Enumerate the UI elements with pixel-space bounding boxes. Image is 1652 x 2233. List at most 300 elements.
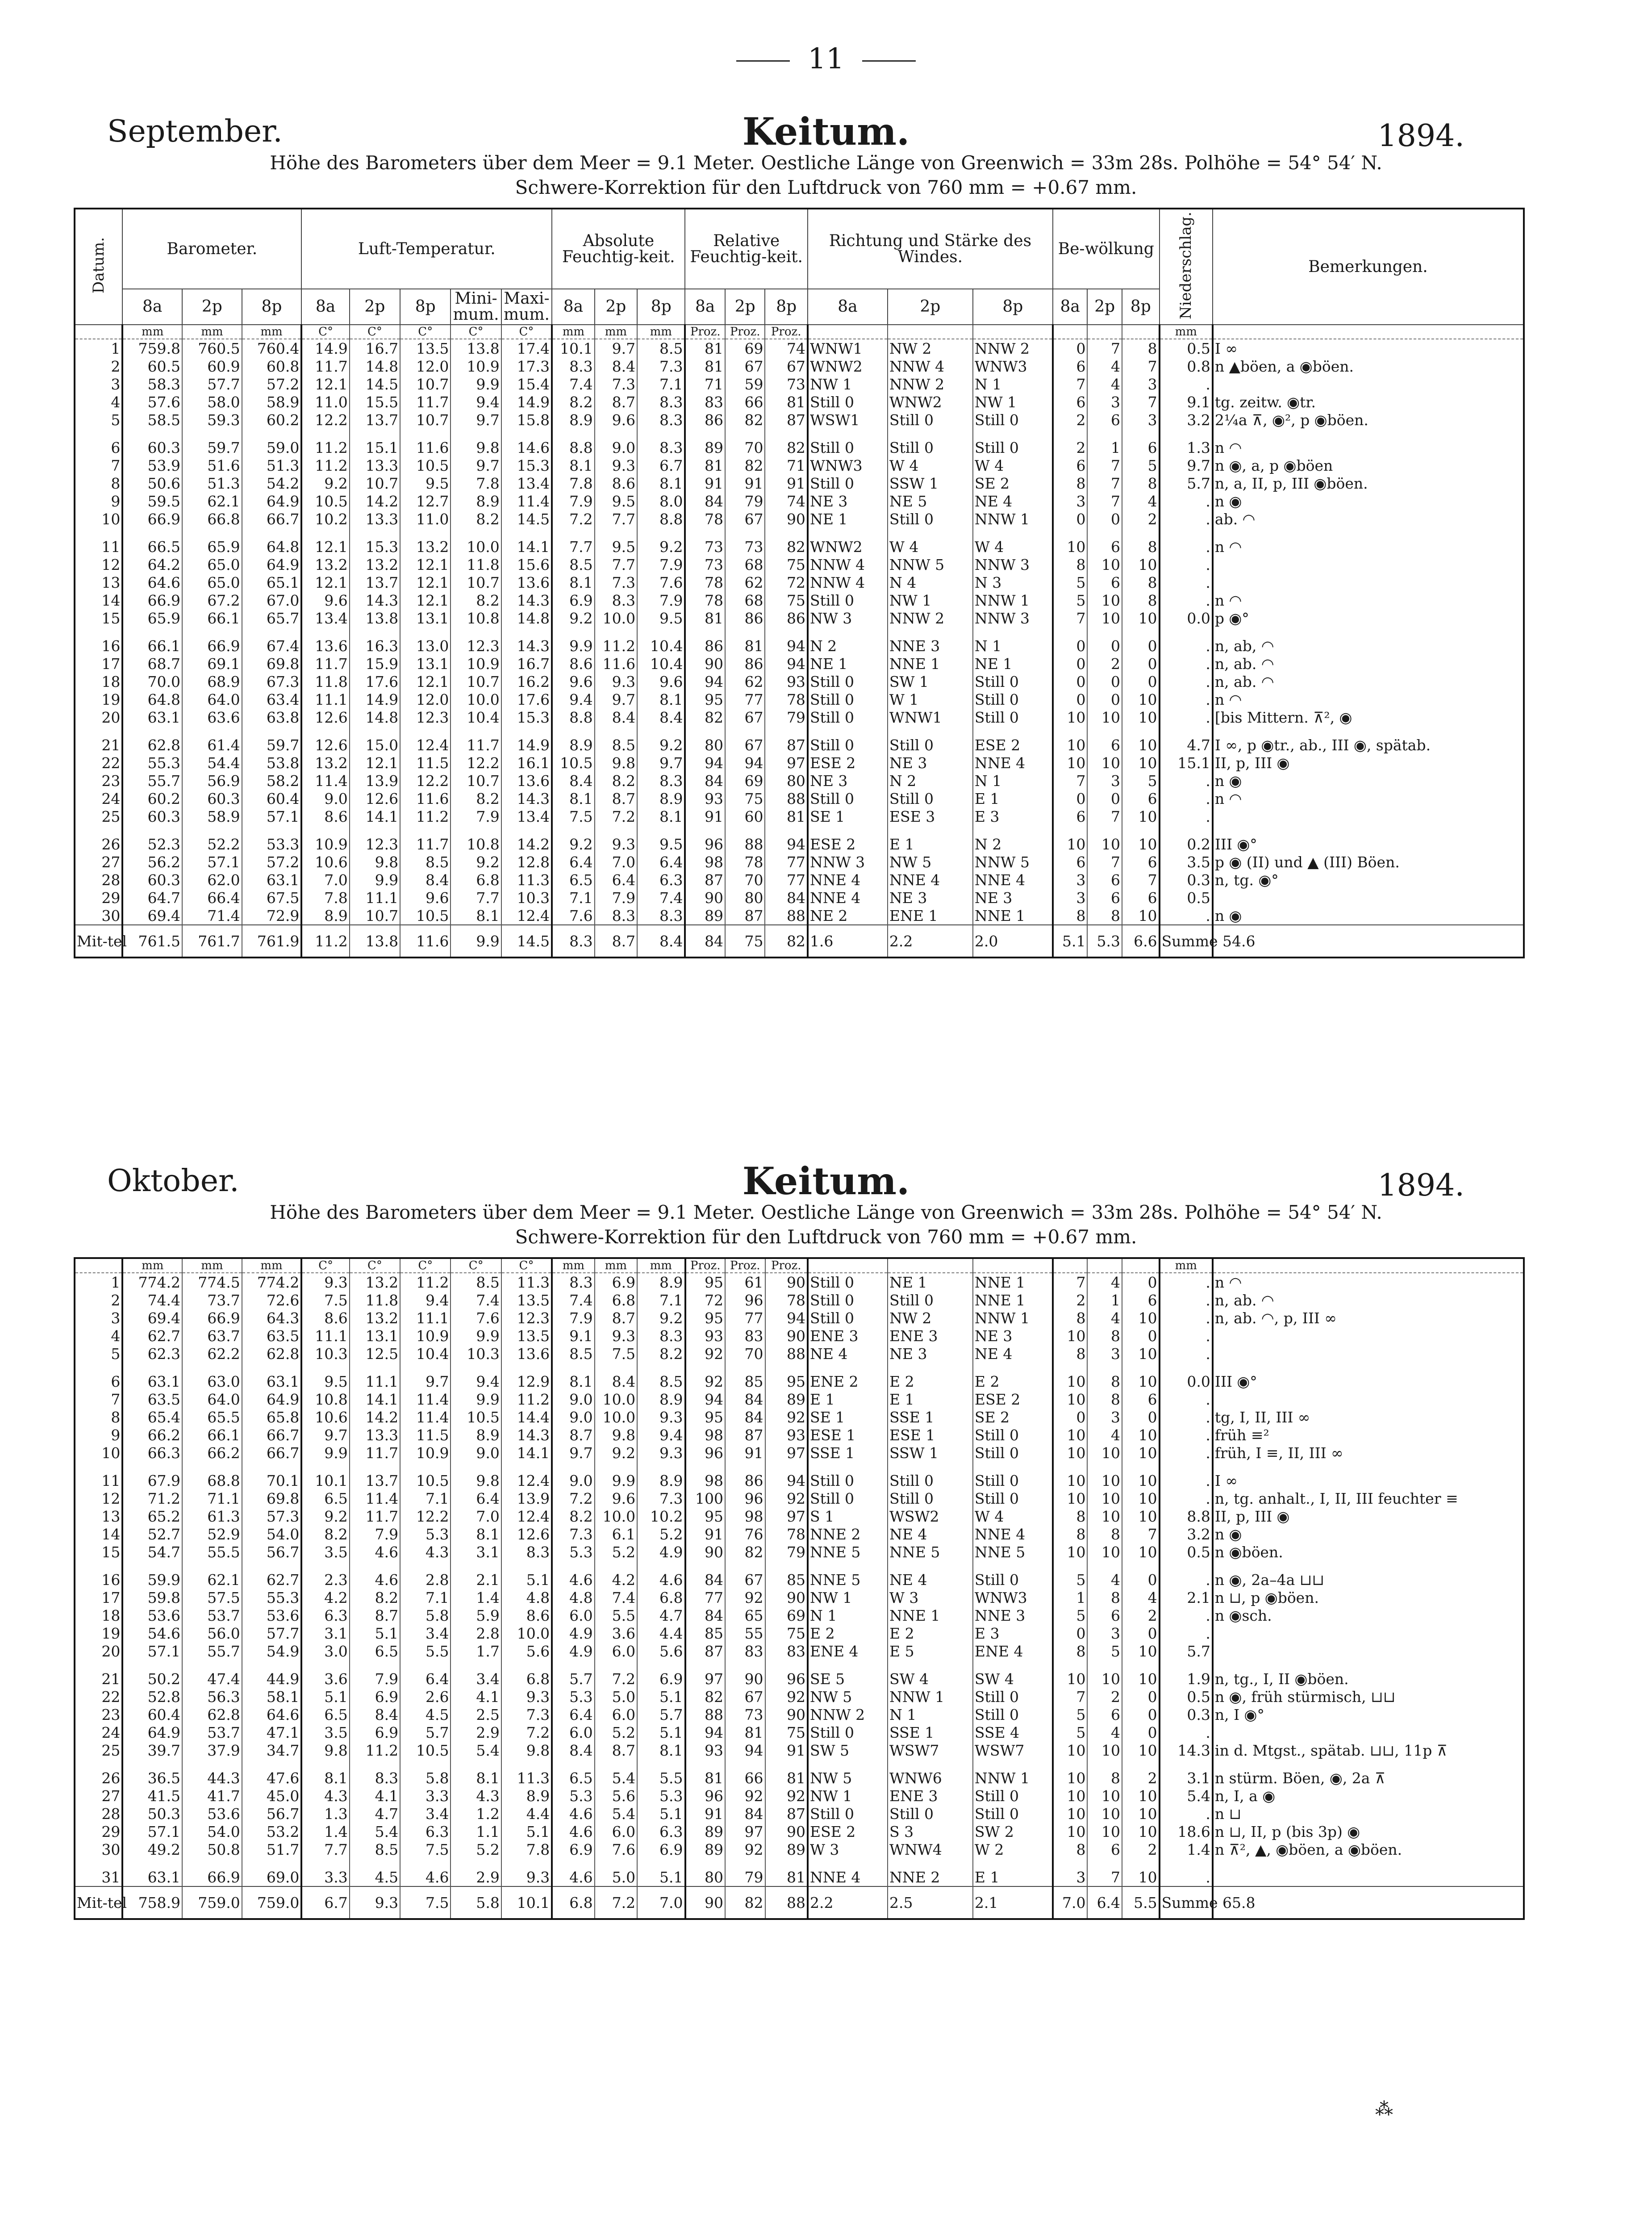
cell-temp-min: 10.8 (451, 609, 501, 627)
cell-cloud-8a: 5 (1053, 591, 1088, 609)
cell-precip: . (1160, 1345, 1213, 1363)
cell-wind-8a: Still 0 (808, 708, 888, 726)
cell-wind-2p: NW 2 (888, 1309, 973, 1327)
cell-remark: n ◉, 2a–4a ⊔⊔ (1213, 1561, 1524, 1589)
cell-rel-8p: 94 (765, 627, 807, 655)
cell-wind-8p: ENE 4 (973, 1642, 1053, 1660)
cell-cloud-8p: 10 (1122, 556, 1160, 573)
cell-cloud-8p: 10 (1122, 1823, 1160, 1840)
cell-rel-8p: 75 (765, 591, 807, 609)
cell-wind-2p: Still 0 (888, 510, 973, 528)
cell-baro-8a: 52.7 (122, 1525, 182, 1543)
cell-temp-max: 4.8 (501, 1589, 552, 1606)
cell-abs-8p: 5.1 (637, 1805, 685, 1823)
cell-abs-2p: 7.0 (595, 853, 637, 871)
cell-precip: . (1160, 708, 1213, 726)
unit-cell (1087, 325, 1122, 339)
cell-cloud-8a: 8 (1053, 1525, 1088, 1543)
cell-temp-8p: 7.1 (400, 1589, 451, 1606)
table-row (75, 1759, 1524, 1787)
cell-wind-8p: NE 3 (973, 1327, 1053, 1345)
cell-temp-max: 12.4 (501, 1507, 552, 1525)
cell-temp-8p: 2.6 (400, 1688, 451, 1706)
cell-wind-8a: ESE 2 (808, 754, 888, 772)
cell-precip: . (1160, 1426, 1213, 1444)
table-row (75, 1327, 1524, 1345)
cell-temp-8a: 9.8 (301, 1741, 349, 1759)
cell-rel-8a: 94 (685, 1390, 726, 1408)
cell-wind-2p: Still 0 (888, 429, 973, 456)
cell-temp-min: 8.2 (451, 591, 501, 609)
cell-cloud-8p: 10 (1122, 1426, 1160, 1444)
cell-temp-max: 11.4 (501, 492, 552, 510)
cell-abs-2p: 8.3 (595, 591, 637, 609)
cell-abs-8p: 8.3 (637, 1327, 685, 1345)
cell-day: 18 (101, 1606, 121, 1624)
cell-wind-8a: NNE 4 (808, 889, 888, 907)
cell-day: 8 (111, 474, 121, 492)
cell-remark: in d. Mtgst., spätab. ⊔⊔, 11p ⊼ (1213, 1741, 1524, 1759)
cell-temp-2p: 14.8 (350, 357, 400, 375)
cell-baro-8p: 57.3 (242, 1507, 302, 1525)
cell-wind-8a: Still 0 (808, 790, 888, 807)
cell-wind-2p: NE 4 (888, 1525, 973, 1543)
cell-abs-2p: 10.0 (595, 1390, 637, 1408)
cell-cloud-2p: 0 (1087, 510, 1122, 528)
cell-baro-8a: 54.7 (122, 1543, 182, 1561)
cell-temp-8a: 12.2 (301, 411, 349, 429)
cell-day: 10 (101, 510, 121, 528)
cell-abs-8a: 4.9 (552, 1642, 594, 1660)
cell-wind-2p: NW 1 (888, 591, 973, 609)
cell-day: 24 (101, 1723, 121, 1741)
cell-abs-8a: 8.2 (552, 393, 594, 411)
cell-baro-8p: 760.4 (242, 339, 302, 357)
cell-rel-8p: 90 (765, 1589, 808, 1606)
cell-baro-2p: 66.8 (182, 510, 242, 528)
cell-temp-2p: 5.1 (350, 1624, 400, 1642)
cell-cloud-2p: 7 (1087, 456, 1122, 474)
cell-baro-8a: 57.1 (122, 1823, 182, 1840)
cell-temp-max: 15.3 (501, 708, 552, 726)
cell-remark: n, ab. ◠, p, III ∞ (1213, 1309, 1524, 1327)
cell-rel-8a: 91 (685, 474, 725, 492)
cell-baro-8p: 65.8 (242, 1408, 302, 1426)
cell-precip: Summe 65.8 (1160, 1886, 1213, 1919)
cell-abs-2p: 9.7 (595, 339, 637, 357)
cell-baro-8a: 41.5 (122, 1787, 182, 1805)
cell-temp-8a: 9.5 (301, 1363, 349, 1390)
cell-wind-2p: E 1 (888, 1390, 973, 1408)
cell-cloud-2p: 6 (1087, 411, 1122, 429)
cell-wind-8a: ENE 4 (808, 1642, 888, 1660)
cell-rel-8p: 73 (765, 375, 807, 393)
cell-remark (1213, 1858, 1524, 1886)
cell-rel-2p: 84 (725, 1408, 765, 1426)
cell-baro-8a: 69.4 (122, 1309, 182, 1327)
cell-temp-min: 1.7 (451, 1642, 501, 1660)
cell-abs-2p: 7.2 (595, 1660, 637, 1688)
cell-rel-2p: 67 (725, 1561, 765, 1589)
cell-cloud-8a: 10 (1053, 1823, 1088, 1840)
cell-abs-2p: 5.2 (595, 1543, 637, 1561)
cell-wind-8p: N 2 (973, 825, 1053, 853)
cell-abs-8p: 8.1 (637, 690, 685, 708)
cell-baro-2p: 66.4 (182, 889, 242, 907)
cell-cloud-8p: 10 (1122, 1345, 1160, 1363)
cell-rel-2p: 92 (725, 1840, 765, 1858)
table-row (75, 1291, 1524, 1309)
cell-temp-min: 8.9 (451, 1426, 501, 1444)
cell-rel-8a: 84 (685, 1561, 726, 1589)
cell-remark: tg. zeitw. ◉tr. (1213, 393, 1524, 411)
cell-day: 27 (101, 853, 121, 871)
cell-temp-min: 1.1 (451, 1823, 501, 1840)
cell-cloud-8a: 8 (1053, 556, 1088, 573)
cell-baro-8a: 60.4 (122, 1706, 182, 1723)
cell-baro-8p: 64.9 (242, 556, 302, 573)
cell-cloud-8a: 10 (1053, 1759, 1088, 1787)
unit-cell (1053, 1258, 1088, 1273)
cell-wind-8p: NNE 4 (973, 871, 1053, 889)
cell-temp-max: 12.8 (501, 853, 552, 871)
cell-temp-max: 14.2 (501, 825, 552, 853)
cell-temp-8a: 6.5 (301, 1489, 349, 1507)
cell-day: 5 (111, 1345, 121, 1363)
cell-abs-8p: 8.0 (637, 492, 685, 510)
cell-abs-8a: 5.3 (552, 1787, 594, 1805)
cell-abs-2p: 8.5 (595, 726, 637, 754)
cell-temp-max: 14.6 (501, 429, 552, 456)
cell-abs-2p: 6.0 (595, 1823, 637, 1840)
cell-cloud-2p: 10 (1087, 591, 1122, 609)
cell-temp-min: 9.9 (451, 1327, 501, 1345)
cell-wind-8p: Still 0 (973, 1444, 1053, 1462)
cell-wind-8a: E 1 (808, 1390, 888, 1408)
cell-rel-2p: 82 (725, 1886, 765, 1919)
cell-baro-8a: 759.8 (122, 339, 182, 357)
cell-rel-8a: 95 (685, 1507, 726, 1525)
cell-rel-8p: 89 (765, 1390, 808, 1408)
cell-temp-max: 14.3 (501, 627, 552, 655)
cell-wind-2p: NNW 4 (888, 357, 973, 375)
cell-day: 18 (101, 673, 121, 690)
cell-cloud-8p: 0 (1122, 627, 1160, 655)
cell-wind-8p: E 1 (973, 1858, 1053, 1886)
cell-rel-2p: 81 (725, 1723, 765, 1741)
cell-baro-2p: 60.3 (182, 790, 242, 807)
cell-remark (1213, 556, 1524, 573)
cell-baro-8p: 47.1 (242, 1723, 302, 1741)
cell-baro-2p: 71.4 (182, 907, 242, 925)
cell-wind-8p: ESE 2 (973, 726, 1053, 754)
cell-abs-8a: 6.4 (552, 853, 594, 871)
cell-day: 25 (101, 807, 121, 825)
cell-cloud-2p: 10 (1087, 1462, 1122, 1489)
cell-temp-8a: 9.3 (301, 1273, 349, 1291)
cell-precip: 0.5 (1160, 1543, 1213, 1561)
cell-rel-8a: 96 (685, 1787, 726, 1805)
cell-day: Mit-tel (75, 1886, 122, 1919)
cell-day: 22 (101, 754, 121, 772)
cell-wind-8p: Still 0 (973, 1706, 1053, 1723)
cell-abs-8a: 9.9 (552, 627, 594, 655)
cell-abs-2p: 8.7 (595, 1741, 637, 1759)
cell-remark: II, p, III ◉ (1213, 1507, 1524, 1525)
cell-temp-2p: 9.9 (350, 871, 400, 889)
unit-cell: C° (501, 1258, 552, 1273)
cell-precip: . (1160, 1489, 1213, 1507)
cell-temp-8a: 9.7 (301, 1426, 349, 1444)
cell-rel-8a: 96 (685, 1444, 726, 1462)
cell-temp-8a: 4.2 (301, 1589, 349, 1606)
cell-baro-2p: 52.9 (182, 1525, 242, 1543)
cell-precip: 0.2 (1160, 825, 1213, 853)
cell-abs-8a: 8.2 (552, 1507, 594, 1525)
cell-abs-8a: 6.0 (552, 1723, 594, 1741)
table-row (75, 772, 1524, 790)
cell-temp-min: 5.9 (451, 1606, 501, 1624)
cell-baro-2p: 50.8 (182, 1840, 242, 1858)
cell-cloud-8a: 10 (1053, 825, 1088, 853)
cell-temp-8a: 9.2 (301, 474, 349, 492)
cell-wind-2p: NE 1 (888, 1273, 973, 1291)
cell-day: 29 (101, 889, 121, 907)
cell-cloud-8a: 10 (1053, 1444, 1088, 1462)
cell-abs-8a: 8.1 (552, 573, 594, 591)
cell-temp-8a: 11.1 (301, 690, 349, 708)
cell-temp-max: 10.0 (501, 1624, 552, 1642)
cell-temp-8a: 6.3 (301, 1606, 349, 1624)
cell-wind-8p: Still 0 (973, 673, 1053, 690)
sub-8p: 8p (765, 289, 807, 325)
table-row (75, 1688, 1524, 1706)
cell-abs-8p: 9.5 (637, 825, 685, 853)
cell-baro-8p: 67.4 (242, 627, 302, 655)
cell-day: 11 (101, 538, 121, 556)
cell-cloud-8p: 0 (1122, 1624, 1160, 1642)
cell-temp-min: 9.4 (451, 1363, 501, 1390)
cell-abs-2p: 9.6 (595, 1489, 637, 1507)
cell-rel-8a: 82 (685, 1688, 726, 1706)
cell-rel-2p: 73 (725, 1706, 765, 1723)
cell-baro-2p: 66.1 (182, 609, 242, 627)
cell-precip: . (1160, 1462, 1213, 1489)
cell-baro-8p: 72.9 (242, 907, 302, 925)
cell-wind-8a: Still 0 (808, 474, 888, 492)
cell-cloud-2p: 8 (1087, 1363, 1122, 1390)
cell-baro-2p: 44.3 (182, 1759, 242, 1787)
cell-abs-2p: 3.6 (595, 1624, 637, 1642)
col-bemerkungen: Bemerkungen. (1213, 209, 1524, 325)
cell-temp-8p: 7.5 (400, 1840, 451, 1858)
cell-baro-8p: 65.1 (242, 573, 302, 591)
cell-abs-8a: 9.7 (552, 1444, 594, 1462)
cell-cloud-8a: 0 (1053, 339, 1088, 357)
cell-precip: 1.4 (1160, 1840, 1213, 1858)
cell-temp-2p: 7.9 (350, 1525, 400, 1543)
cell-remark: n ◠ (1213, 429, 1524, 456)
cell-abs-2p: 8.7 (595, 1309, 637, 1327)
cell-temp-8a: 8.1 (301, 1759, 349, 1787)
table-row (75, 1642, 1524, 1660)
cell-abs-8p: 4.7 (637, 1606, 685, 1624)
cell-rel-8p: 81 (765, 1759, 808, 1787)
cell-precip: 3.5 (1160, 853, 1213, 871)
cell-wind-8p: NE 3 (973, 889, 1053, 907)
cell-temp-max: 10.1 (501, 1886, 552, 1919)
cell-wind-2p: E 1 (888, 825, 973, 853)
cell-temp-8p: 12.1 (400, 673, 451, 690)
cell-temp-8a: 3.5 (301, 1723, 349, 1741)
unit-cell: mm (552, 325, 594, 339)
cell-day: 26 (101, 835, 121, 853)
cell-temp-2p: 11.2 (350, 1741, 400, 1759)
table-row (75, 807, 1524, 825)
cell-temp-8a: 12.6 (301, 708, 349, 726)
cell-rel-8p: 94 (765, 1309, 808, 1327)
cell-precip: 15.1 (1160, 754, 1213, 772)
cell-cloud-8p: 10 (1122, 1507, 1160, 1525)
cell-cloud-2p: 8 (1087, 1390, 1122, 1408)
cell-cloud-2p: 6 (1087, 1606, 1122, 1624)
cell-temp-8a: 4.3 (301, 1787, 349, 1805)
cell-abs-2p: 9.3 (595, 673, 637, 690)
sub-8p: 8p (242, 289, 302, 325)
unit-cell: mm (182, 1258, 242, 1273)
cell-baro-8a: 758.9 (122, 1886, 182, 1919)
cell-temp-8p: 3.4 (400, 1805, 451, 1823)
cell-wind-8a: Still 0 (808, 429, 888, 456)
cell-temp-8a: 7.7 (301, 1840, 349, 1858)
cell-temp-min: 5.4 (451, 1741, 501, 1759)
cell-rel-2p: 86 (725, 609, 765, 627)
table-row (75, 573, 1524, 591)
cell-day: 25 (101, 1741, 121, 1759)
cell-temp-min: 8.2 (451, 510, 501, 528)
cell-cloud-8a: 8 (1053, 474, 1088, 492)
cell-rel-2p: 80 (725, 889, 765, 907)
cell-abs-2p: 8.7 (595, 925, 637, 958)
unit-cell: mm (122, 1258, 182, 1273)
cell-baro-8a: 761.5 (122, 925, 182, 958)
cell-cloud-8p: 8 (1122, 474, 1160, 492)
cell-rel-8p: 82 (765, 925, 807, 958)
cell-cloud-2p: 7 (1087, 853, 1122, 871)
cell-temp-2p: 15.1 (350, 429, 400, 456)
cell-wind-2p: E 5 (888, 1642, 973, 1660)
cell-temp-8a: 10.1 (301, 1462, 349, 1489)
cell-rel-2p: 85 (725, 1363, 765, 1390)
cell-baro-2p: 63.6 (182, 708, 242, 726)
cell-cloud-2p: 4 (1087, 1426, 1122, 1444)
table-row (75, 1886, 1524, 1919)
cell-day: 19 (101, 1624, 121, 1642)
cell-abs-2p: 8.4 (595, 1363, 637, 1390)
cell-abs-8p: 8.9 (637, 1462, 685, 1489)
cell-cloud-2p: 7 (1087, 492, 1122, 510)
cell-abs-2p: 6.0 (595, 1706, 637, 1723)
cell-abs-8a: 9.0 (552, 1390, 594, 1408)
cell-wind-8p: Still 0 (973, 690, 1053, 708)
cell-wind-2p: Still 0 (888, 1805, 973, 1823)
cell-baro-2p: 65.5 (182, 1408, 242, 1426)
cell-cloud-8a: 6 (1053, 456, 1088, 474)
cell-abs-2p: 9.2 (595, 1444, 637, 1462)
cell-abs-8p: 7.6 (637, 573, 685, 591)
cell-day: 16 (101, 637, 121, 655)
table-row (75, 556, 1524, 573)
cell-precip: . (1160, 1291, 1213, 1309)
cell-abs-8p: 7.0 (637, 1886, 685, 1919)
cell-wind-8p: Still 0 (973, 1426, 1053, 1444)
cell-baro-8p: 57.7 (242, 1624, 302, 1642)
cell-rel-8p: 80 (765, 772, 807, 790)
cell-cloud-2p: 10 (1087, 1543, 1122, 1561)
cell-rel-8a: 95 (685, 1273, 726, 1291)
cell-precip: . (1160, 907, 1213, 925)
cell-cloud-8p: 6 (1122, 889, 1160, 907)
cell-abs-2p: 8.4 (595, 357, 637, 375)
cell-temp-max: 13.5 (501, 1327, 552, 1345)
cell-baro-8p: 72.6 (242, 1291, 302, 1309)
cell-wind-8a: N 2 (808, 627, 888, 655)
cell-precip: 0.3 (1160, 871, 1213, 889)
cell-baro-8p: 53.6 (242, 1606, 302, 1624)
cell-temp-2p: 12.5 (350, 1345, 400, 1363)
cell-remark: n ◉ (1213, 492, 1524, 510)
cell-rel-2p: 69 (725, 772, 765, 790)
cell-wind-8p: W 2 (973, 1840, 1053, 1858)
cell-rel-2p: 94 (725, 754, 765, 772)
cell-remark: n, a, II, p, III ◉böen. (1213, 474, 1524, 492)
cell-abs-8p: 9.2 (637, 726, 685, 754)
cell-cloud-2p: 10 (1087, 754, 1122, 772)
cell-wind-8p: W 4 (973, 1507, 1053, 1525)
table-row (75, 726, 1524, 754)
cell-baro-2p: 51.3 (182, 474, 242, 492)
cell-baro-8a: 67.9 (122, 1462, 182, 1489)
cell-baro-2p: 53.6 (182, 1805, 242, 1823)
cell-wind-2p: NNE 5 (888, 1543, 973, 1561)
cell-temp-8p: 11.6 (400, 429, 451, 456)
cell-rel-2p: 86 (725, 1462, 765, 1489)
cell-temp-2p: 9.3 (350, 1886, 400, 1919)
cell-baro-8p: 67.3 (242, 673, 302, 690)
cell-temp-8p: 6.3 (400, 1823, 451, 1840)
cell-abs-8p: 9.5 (637, 609, 685, 627)
sub-2p: 2p (182, 289, 242, 325)
cell-temp-min: 10.0 (451, 690, 501, 708)
cell-abs-8p: 7.9 (637, 591, 685, 609)
cell-precip: . (1160, 1805, 1213, 1823)
cell-rel-2p: 62 (725, 573, 765, 591)
cell-wind-2p: SW 1 (888, 673, 973, 690)
cell-temp-2p: 12.3 (350, 825, 400, 853)
cell-precip: . (1160, 1624, 1213, 1642)
cell-temp-8p: 10.7 (400, 375, 451, 393)
cell-abs-8p: 8.3 (637, 772, 685, 790)
cell-abs-8a: 8.1 (552, 790, 594, 807)
cell-day: 15 (101, 1543, 121, 1561)
cell-abs-8p: 10.2 (637, 1507, 685, 1525)
cell-temp-max: 9.3 (501, 1688, 552, 1706)
table-row (75, 1589, 1524, 1606)
cell-temp-8p: 3.3 (400, 1787, 451, 1805)
cell-abs-8a: 7.6 (552, 907, 594, 925)
cell-wind-8a: NW 5 (808, 1688, 888, 1706)
cell-remark: n ⊼², ▲, ◉böen, a ◉böen. (1213, 1840, 1524, 1858)
